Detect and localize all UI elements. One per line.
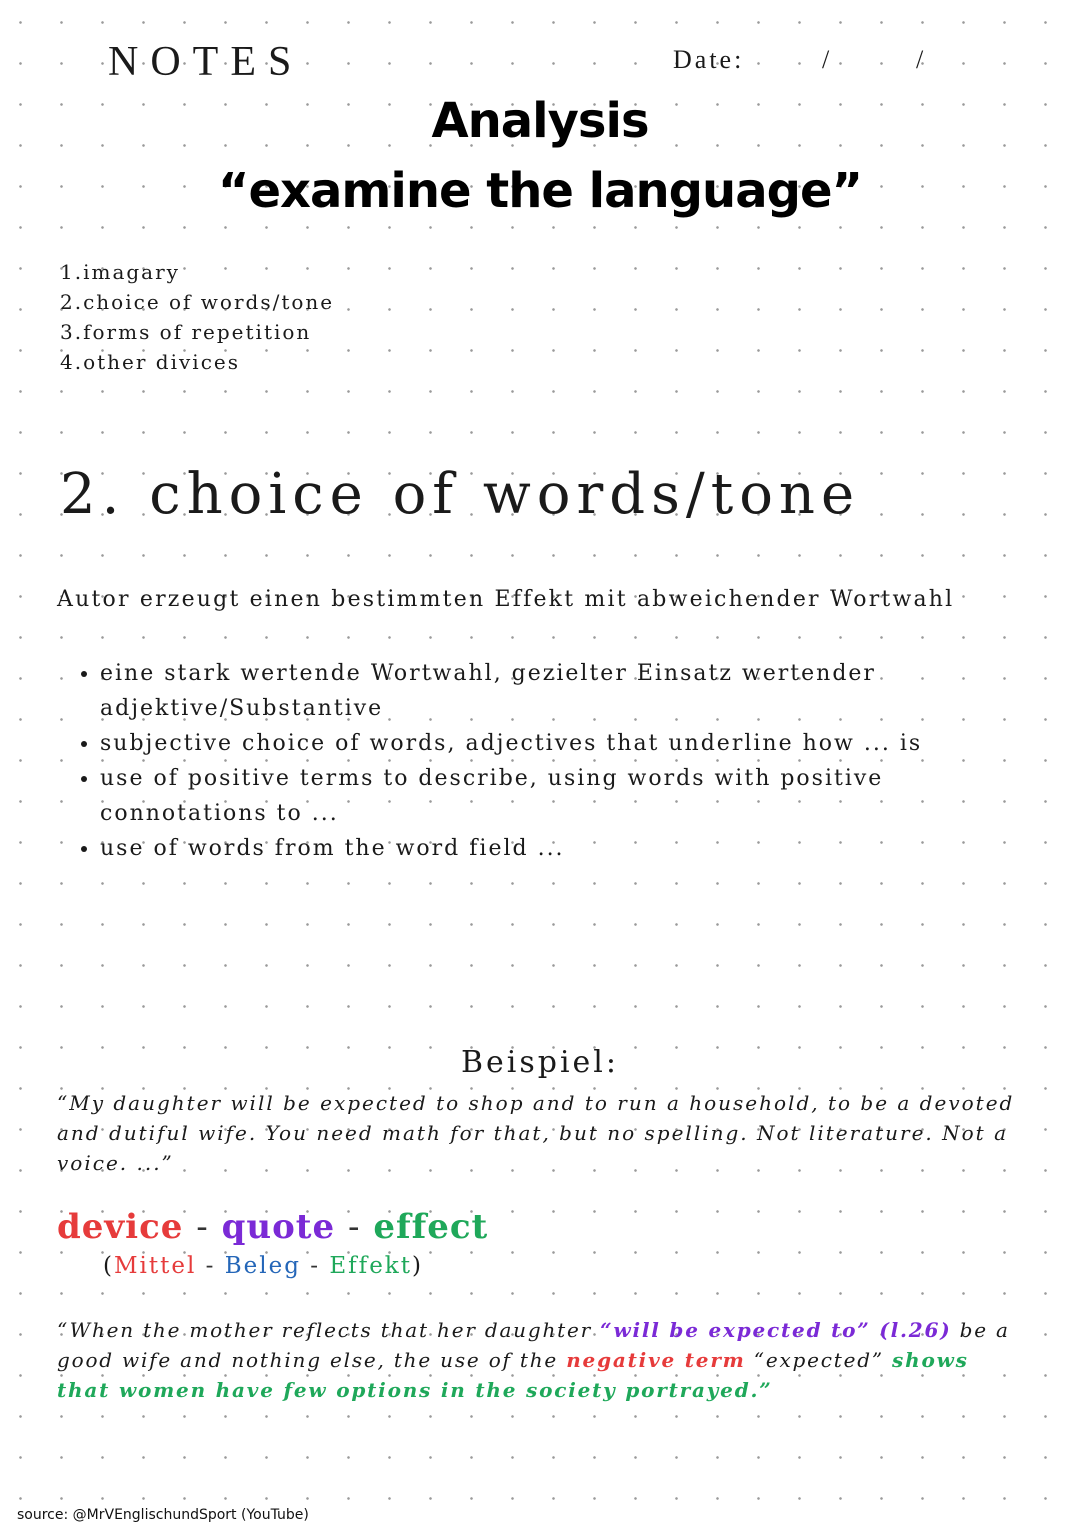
page-subtitle: “examine the language” bbox=[217, 163, 863, 219]
section-intro: Autor erzeugt einen bestimmten Effekt mit abweichender Wortwahl bbox=[57, 587, 955, 612]
bullet-item: • use of words from the word field ... bbox=[100, 831, 1020, 866]
source-note: source: @MrVEnglischundSport (YouTube) bbox=[17, 1507, 309, 1523]
notes-heading: NOTES bbox=[108, 39, 304, 85]
page-title: Analysis bbox=[431, 93, 649, 149]
analysis-device-highlight: negative term bbox=[566, 1348, 746, 1372]
analysis-text-part: “expected” bbox=[745, 1348, 893, 1372]
open-paren: ( bbox=[103, 1253, 114, 1279]
bullet-item: • use of positive terms to describe, using words with positive connotations to ... bbox=[100, 761, 1020, 831]
close-paren: ) bbox=[411, 1253, 423, 1279]
overview-list bbox=[60, 257, 334, 377]
example-quote: “My daughter will be expected to shop and to run a household, to be a devoted and dutiful wife. You need math for that, but no spelling. Not literature. Not a voice. ...” bbox=[57, 1091, 1015, 1175]
analysis-quote-highlight: “will be expected to” (l.26) bbox=[600, 1318, 952, 1342]
bullet-item: • eine stark wertende Wortwahl, gezielter Einsatz wertender adjektive/Substantive bbox=[100, 656, 1020, 726]
overview-item-text: choice of words/tone bbox=[83, 290, 335, 314]
overview-item bbox=[60, 317, 334, 347]
overview-item bbox=[60, 347, 334, 377]
effect-label: effect bbox=[373, 1207, 489, 1247]
overview-item-number: 2. bbox=[60, 290, 84, 314]
separator-dash: - bbox=[205, 1253, 216, 1279]
separator-dash: - bbox=[310, 1253, 321, 1279]
analysis-paragraph bbox=[57, 1315, 1027, 1405]
effekt-label: Effekt bbox=[329, 1253, 412, 1279]
overview-item bbox=[60, 287, 334, 317]
bullet-item: • subjective choice of words, adjectives that underline how ... is bbox=[100, 726, 1020, 761]
overview-item-text: other divices bbox=[83, 350, 241, 374]
date-label: Date: bbox=[673, 45, 745, 74]
example-heading: Beispiel: bbox=[460, 1045, 620, 1080]
mittel-label: Mittel bbox=[113, 1253, 197, 1279]
overview-item-text: imagary bbox=[83, 260, 180, 284]
analysis-text-part: be a good wife and nothing else, the use of the bbox=[57, 1318, 1010, 1372]
bullet-list bbox=[60, 656, 1020, 866]
separator-dash: - bbox=[196, 1207, 209, 1247]
device-quote-effect-translation bbox=[103, 1253, 423, 1279]
overview-item-text: forms of repetition bbox=[83, 320, 312, 344]
analysis-effect-highlight: shows that women have few options in the society portrayed.” bbox=[57, 1348, 969, 1402]
date-separator-2: / bbox=[916, 45, 924, 74]
quote-label: quote bbox=[221, 1207, 336, 1247]
analysis-text-part: “When the mother reflects that her daughter bbox=[57, 1318, 601, 1342]
overview-item-number: 1. bbox=[60, 260, 84, 284]
overview-item bbox=[60, 257, 334, 287]
device-quote-effect-line bbox=[57, 1207, 488, 1247]
beleg-label: Beleg bbox=[224, 1253, 301, 1279]
overview-item-number: 4. bbox=[60, 350, 84, 374]
section-heading: 2. choice of words/tone bbox=[60, 462, 861, 527]
date-separator-1: / bbox=[822, 45, 830, 74]
device-label: device bbox=[57, 1207, 184, 1247]
separator-dash: - bbox=[347, 1207, 361, 1247]
overview-item-number: 3. bbox=[60, 320, 84, 344]
